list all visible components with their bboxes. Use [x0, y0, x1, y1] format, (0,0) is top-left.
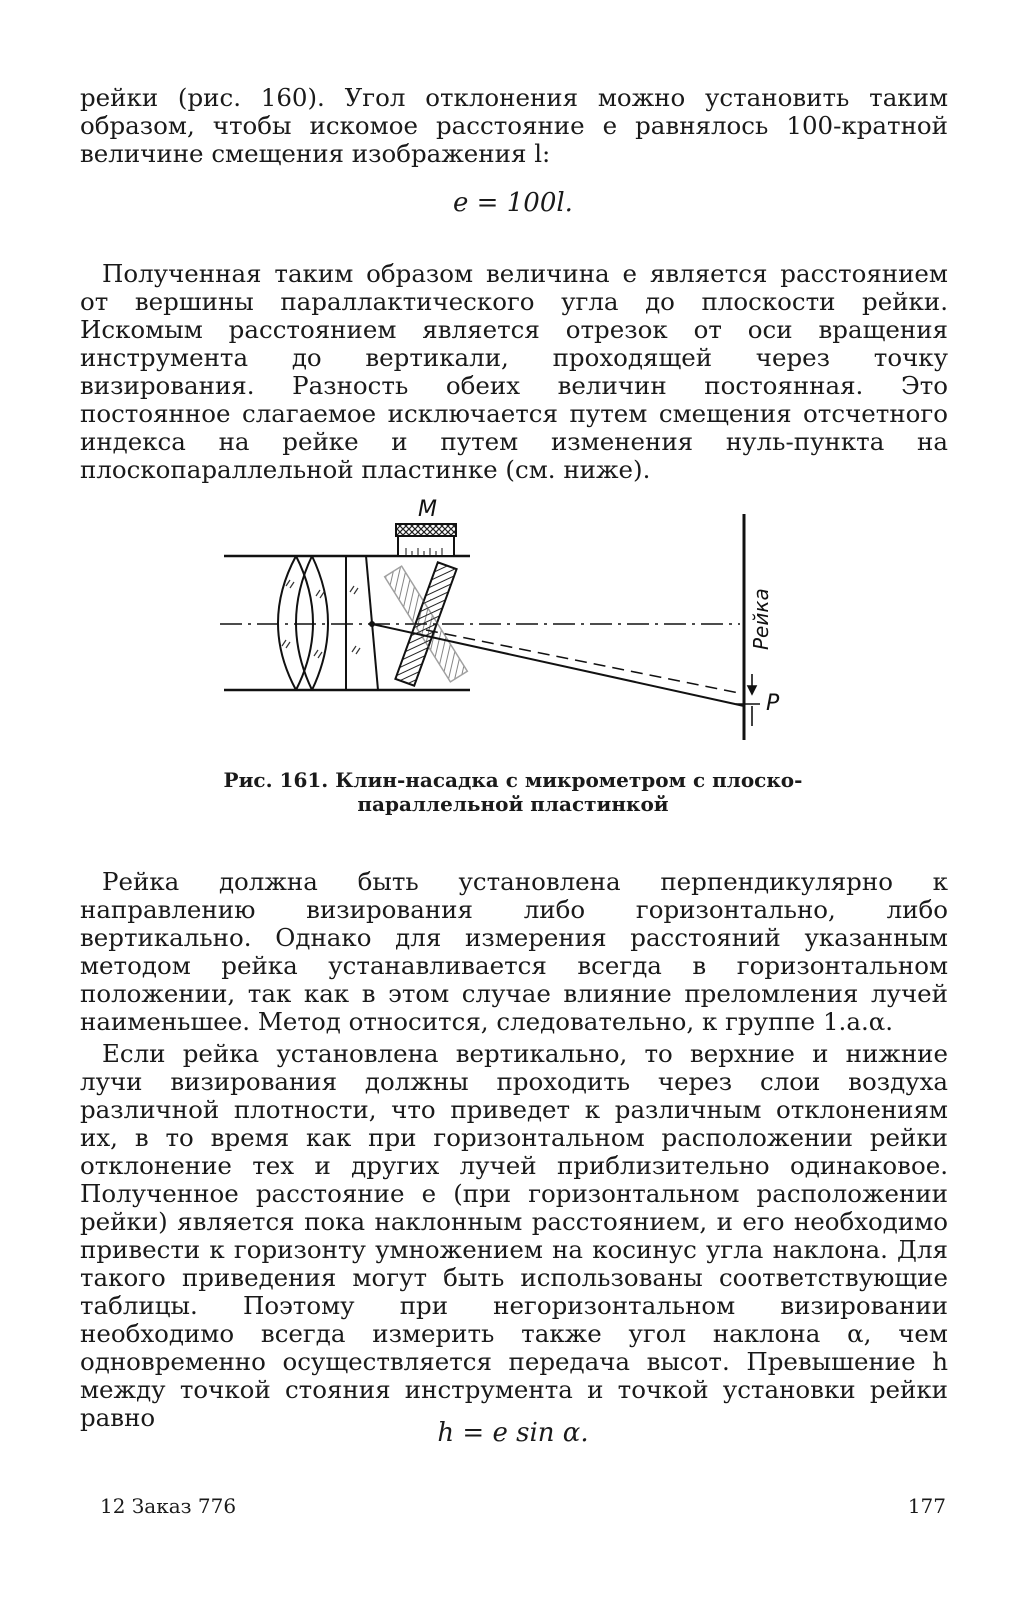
label-m: M: [418, 497, 437, 522]
formula-e: e = 100l.: [453, 188, 573, 218]
objective-lens: [278, 556, 328, 690]
micrometer: [396, 524, 456, 556]
paragraph-2-block: [80, 260, 948, 484]
label-rod: Рейка: [749, 588, 773, 650]
paragraph-2: Полученная таким образом величина e является расстоянием от вершины параллактического угла до плоскости рейки. Искомым расстоянием является отрезок от оси вращения инструмента до вертикали, проходящей через точку визирования. Разность обеих величин постоянная. Это постоянное слагаемое исключается путем смещения отсчетного индекса на рейке и путем изменения нуль-пункта на плоскопараллельной пластинке (см. ниже).: [80, 259, 948, 484]
paragraph-1-block: [80, 84, 948, 168]
page-number: 177: [907, 1494, 946, 1518]
paragraph-1: рейки (рис. 160). Угол отклонения можно установить таким образом, чтобы искомое расстояние e равнялось 100-кратной величине смещения изображения l:: [80, 83, 948, 168]
lens-hatch: [282, 580, 324, 658]
caption-line-1: Рис. 161. Клин-насадка с микрометром с плоско-: [223, 768, 803, 792]
sight-ray-solid: [372, 624, 744, 706]
paragraph-3: Рейка должна быть установлена перпендикулярно к направлению визирования либо горизонтально, либо вертикально. Однако для измерения расстояний указанным методом рейка устанавливается всегда в горизонтальном положении, так как в этом случае влияние преломления лучей наименьшее. Метод относится, следовательно, к группе 1.a.α.: [80, 867, 948, 1036]
caption-line-2: параллельной пластинкой: [357, 792, 669, 816]
footer-order-mark: 12 Заказ 776: [100, 1494, 237, 1518]
formula-h: h = e sin α.: [437, 1418, 589, 1448]
paragraph-4-block: [80, 1040, 948, 1432]
paragraph-3-block: [80, 868, 948, 1036]
figure-caption: [200, 768, 826, 816]
label-p: P: [766, 691, 780, 716]
paragraph-4: Если рейка установлена вертикально, то верхние и нижние лучи визирования должны проходить через слои воздуха различной плотности, что приведет к различным отклонениям их, в то время как при горизонтальном расположении рейки отклонение тех и других лучей приблизительно одинаковое. Полученное расстояние e (при горизонтальном расположении рейки) является пока наклонным расстоянием, и его необходимо привести к горизонту умножением на косинус угла наклона. Для такого приведения могут быть использованы соответствующие таблицы. Поэтому при негоризонтальном визировании необходимо всегда измерить также угол наклона α, чем одновременно осуществляется передача высот. Превышение h между точкой стояния инструмента и точкой установки рейки равно: [80, 1039, 948, 1432]
figure-wedge-micrometer: [220, 496, 800, 752]
p-marker: [736, 674, 760, 726]
sight-ray-dashed: [426, 630, 744, 694]
